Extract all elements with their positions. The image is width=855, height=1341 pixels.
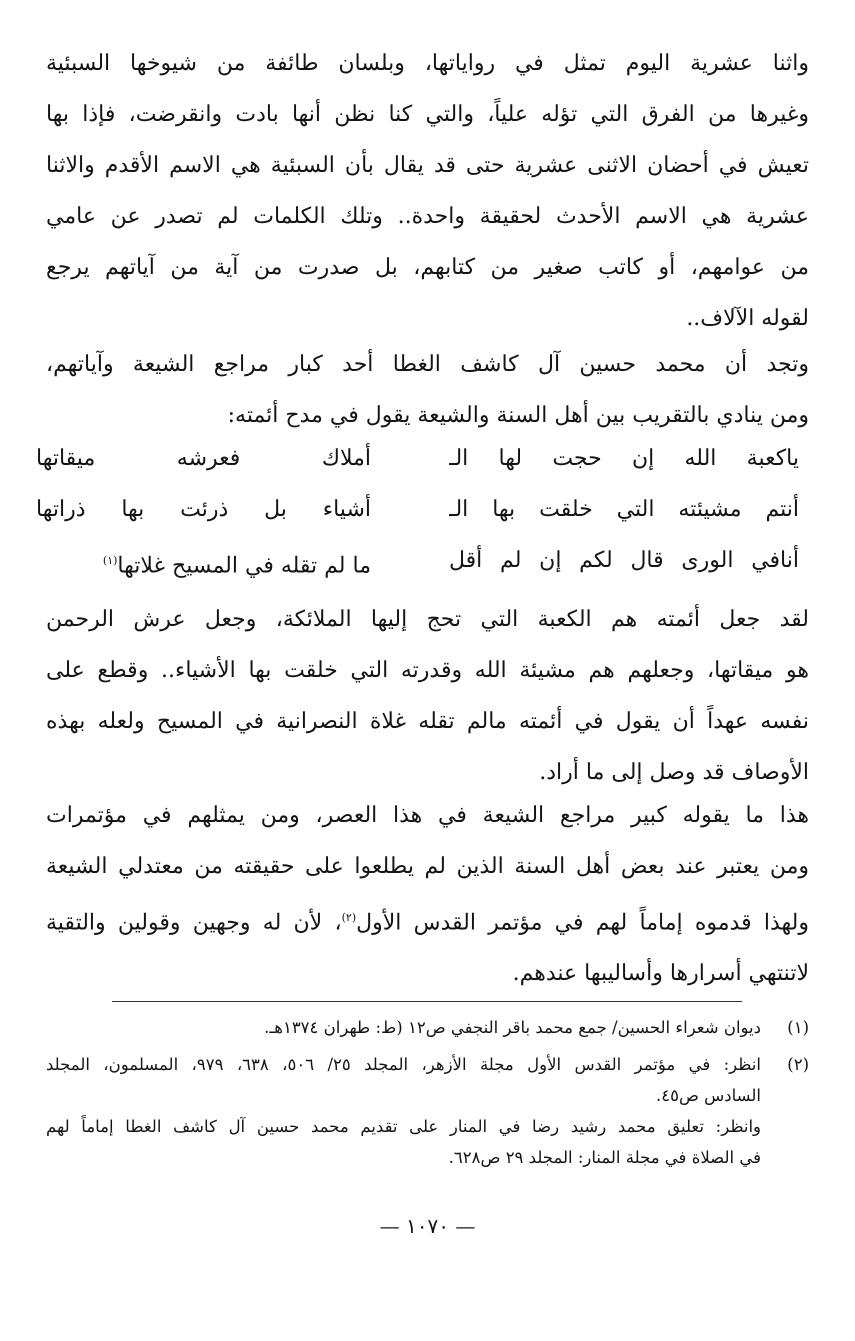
page-number: — ١٠٧٠ — <box>379 1214 476 1238</box>
footnote-line: السادس ص٤٥. <box>655 1086 761 1105</box>
footnote-line: انظر: في مؤتمر القدس الأول مجلة الأزهر، المجلد ٢٥/ ٥٠٦، ٦٣٨، ٩٧٩، المسلمون، المجلد <box>46 1055 761 1074</box>
text-line: هو ميقاتها، وجعلهم هم مشيئة الله وقدرته التي خلقت بها الأشياء.. وقطع على <box>46 658 809 683</box>
paragraph-3 <box>46 594 809 798</box>
text-line: واثنا عشرية اليوم تمثل في رواياتها، وبلسان طائفة من شيوخها السبئية <box>46 51 809 76</box>
verse-second-hemistich-wrap <box>36 536 371 586</box>
verse-second-hemistich: أملاك فعرشه ميقاتها <box>36 446 371 471</box>
footnote-mark-1: (١) <box>102 554 118 567</box>
poem-verse-2 <box>36 485 809 535</box>
text-line: لاتنتهي أسرارها وأساليبها عندهم. <box>512 961 809 987</box>
text-line: عشرية هي الاسم الأحدث لحقيقة واحدة.. وتلك الكلمات لم تصدر عن عامي <box>46 204 809 229</box>
paragraph-2 <box>46 339 809 441</box>
text-line: ومن ينادي بالتقريب بين أهل السنة والشيعة يقول في مدح أئمته: <box>227 403 809 428</box>
verse-first-hemistich: ياكعبة الله إن حجت لها الـ <box>449 446 799 471</box>
text-line: وغيرها من الفرق التي تؤله علياً، والتي كنا نظن أنها بادت وانقرضت، فإذا بها <box>46 102 809 127</box>
text-segment: ، لأن له وجهين وقولين والتقية <box>46 910 342 936</box>
footnote-2 <box>46 1049 809 1173</box>
footnote-line: ديوان شعراء الحسين/ جمع محمد باقر النجفي ص١٢ (ط: طهران ١٣٧٤هـ. <box>264 1018 761 1037</box>
poem-verse-1 <box>36 434 809 484</box>
text-line: تعيش في أحضان الاثنى عشرية حتى قد يقال بأن السبئية هي الاسم الأقدم والاثنا <box>46 153 809 178</box>
footnote-line: في الصلاة في مجلة المنار: المجلد ٢٩ ص٦٢٨. <box>448 1148 761 1167</box>
poem-verse-3 <box>36 536 809 586</box>
paragraph-1 <box>46 38 809 344</box>
text-line: هذا ما يقوله كبير مراجع الشيعة في هذا العصر، ومن يمثلهم في مؤتمرات <box>46 803 809 828</box>
text-line: الأوصاف قد وصل إلى ما أراد. <box>539 760 809 785</box>
text-line: من عوامهم، أو كاتب صغير من كتابهم، بل صدرت من آية من آياتهم يرجع <box>46 255 809 280</box>
footnote-line: وانظر: تعليق محمد رشيد رضا في المنار على تقديم محمد حسين آل كاشف الغطا إماماً لهم <box>46 1117 761 1136</box>
text-segment: ولهذا قدموه إماماً لهم في مؤتمر القدس الأول <box>356 910 809 936</box>
footnote-number: (١) <box>787 1018 809 1037</box>
footnote-divider <box>112 1001 742 1002</box>
text-line-with-footnote <box>46 892 809 948</box>
verse-second-hemistich: أشياء بل ذرئت بها ذراتها <box>36 497 371 522</box>
footnote-1 <box>46 1012 809 1043</box>
text-line: وتجد أن محمد حسين آل كاشف الغطا أحد كبار مراجع الشيعة وآياتهم، <box>46 352 809 377</box>
verse-first-hemistich: أنتم مشيئته التي خلقت بها الـ <box>449 497 799 522</box>
verse-second-hemistich: ما لم تقله في المسيح غلاتها <box>117 553 371 579</box>
footnote-mark-2: (٢) <box>341 911 357 924</box>
text-line: ومن يعتبر عند بعض أهل السنة الذين لم يطلعوا على حقيقته من معتدلي الشيعة <box>46 854 809 879</box>
footnote-number: (٢) <box>787 1055 809 1074</box>
text-line: لقد جعل أئمته هم الكعبة التي تحج إليها الملائكة، وجعل عرش الرحمن <box>46 607 809 632</box>
text-line: لقوله الآلاف.. <box>686 306 809 331</box>
paragraph-4 <box>46 790 809 999</box>
verse-first-hemistich: أنافي الورى قال لكم إن لم أقل <box>449 548 799 573</box>
text-line: نفسه عهداً أن يقول في أئمته مالم تقله غلاة النصرانية في المسيح ولعله بهذه <box>46 709 809 734</box>
